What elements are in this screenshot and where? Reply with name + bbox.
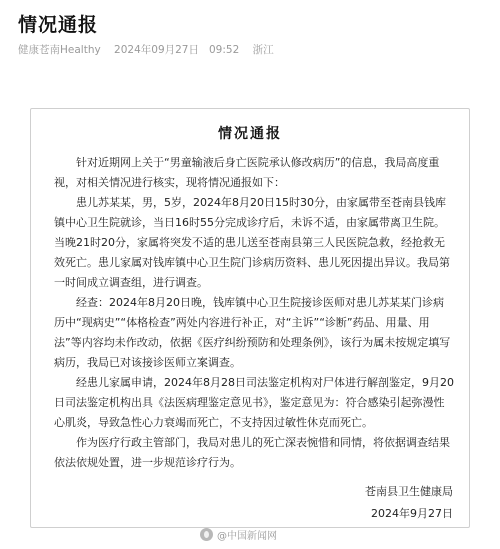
watermark bbox=[200, 527, 277, 542]
publish-time: 09:52 bbox=[209, 44, 240, 56]
publish-date: 2024年09月27日 bbox=[114, 44, 199, 56]
paragraph-incident: 患儿苏某某，男，5岁，2024年8月20日15时30分，由家属带至苍南县钱库镇中心卫生院就诊，当日16时55分完成诊疗后，未诉不适，由家属带离卫生院。当晚21时20分，家属将突发不适的患儿送至苍南县第三人民医院急救，经抢救无效死亡。患儿家属对钱库镇中心卫生院门诊病历资料、患儿死因提出异议。我局第一时间成立调查组，进行调查。 bbox=[54, 196, 450, 289]
paragraph-investigation: 经查：2024年8月20日晚，钱库镇中心卫生院接诊医师对患儿苏某某门诊病历中“现病史”“体格检查”两处内容进行补正，对“主诉”“诊断”药品、用量、用法”等内容均未作改动，依据《医疗纠纷预防和处理条例》，该行为属未按规定填写病历，我局已对该接诊医师立案调查。 bbox=[54, 296, 451, 369]
weibo-icon bbox=[200, 528, 213, 541]
source-account[interactable]: 健康苍南Healthy bbox=[18, 44, 101, 56]
article-meta bbox=[18, 42, 284, 57]
publish-location: 浙江 bbox=[252, 44, 274, 56]
paragraph-conclusion: 作为医疗行政主管部门，我局对患儿的死亡深表惋惜和同情，将依据调查结果依法依规处置，进一步规范诊疗行为。 bbox=[54, 436, 450, 469]
document-title: 情况通报 bbox=[218, 126, 282, 142]
paragraph-intro: 针对近期网上关于“男童输液后身亡医院承认修改病历”的信息，我局高度重视，对相关情况进行核实，现将情况通报如下： bbox=[54, 156, 440, 189]
page-title: 情况通报 bbox=[18, 14, 99, 36]
notice-document-image bbox=[30, 108, 470, 528]
signature-date: 2024年9月27日 bbox=[371, 507, 453, 520]
signature-org: 苍南县卫生健康局 bbox=[365, 485, 453, 498]
watermark-text: @中国新闻网 bbox=[217, 531, 277, 542]
paragraph-autopsy: 经患儿家属申请，2024年8月28日司法鉴定机构对尸体进行解剖鉴定，9月20日司法鉴定机构出具《法医病理鉴定意见书》，鉴定意见为：符合感染引起弥漫性心肌炎，导致急性心力衰竭而死亡，不支持因过敏性休克而死亡。 bbox=[54, 376, 454, 429]
